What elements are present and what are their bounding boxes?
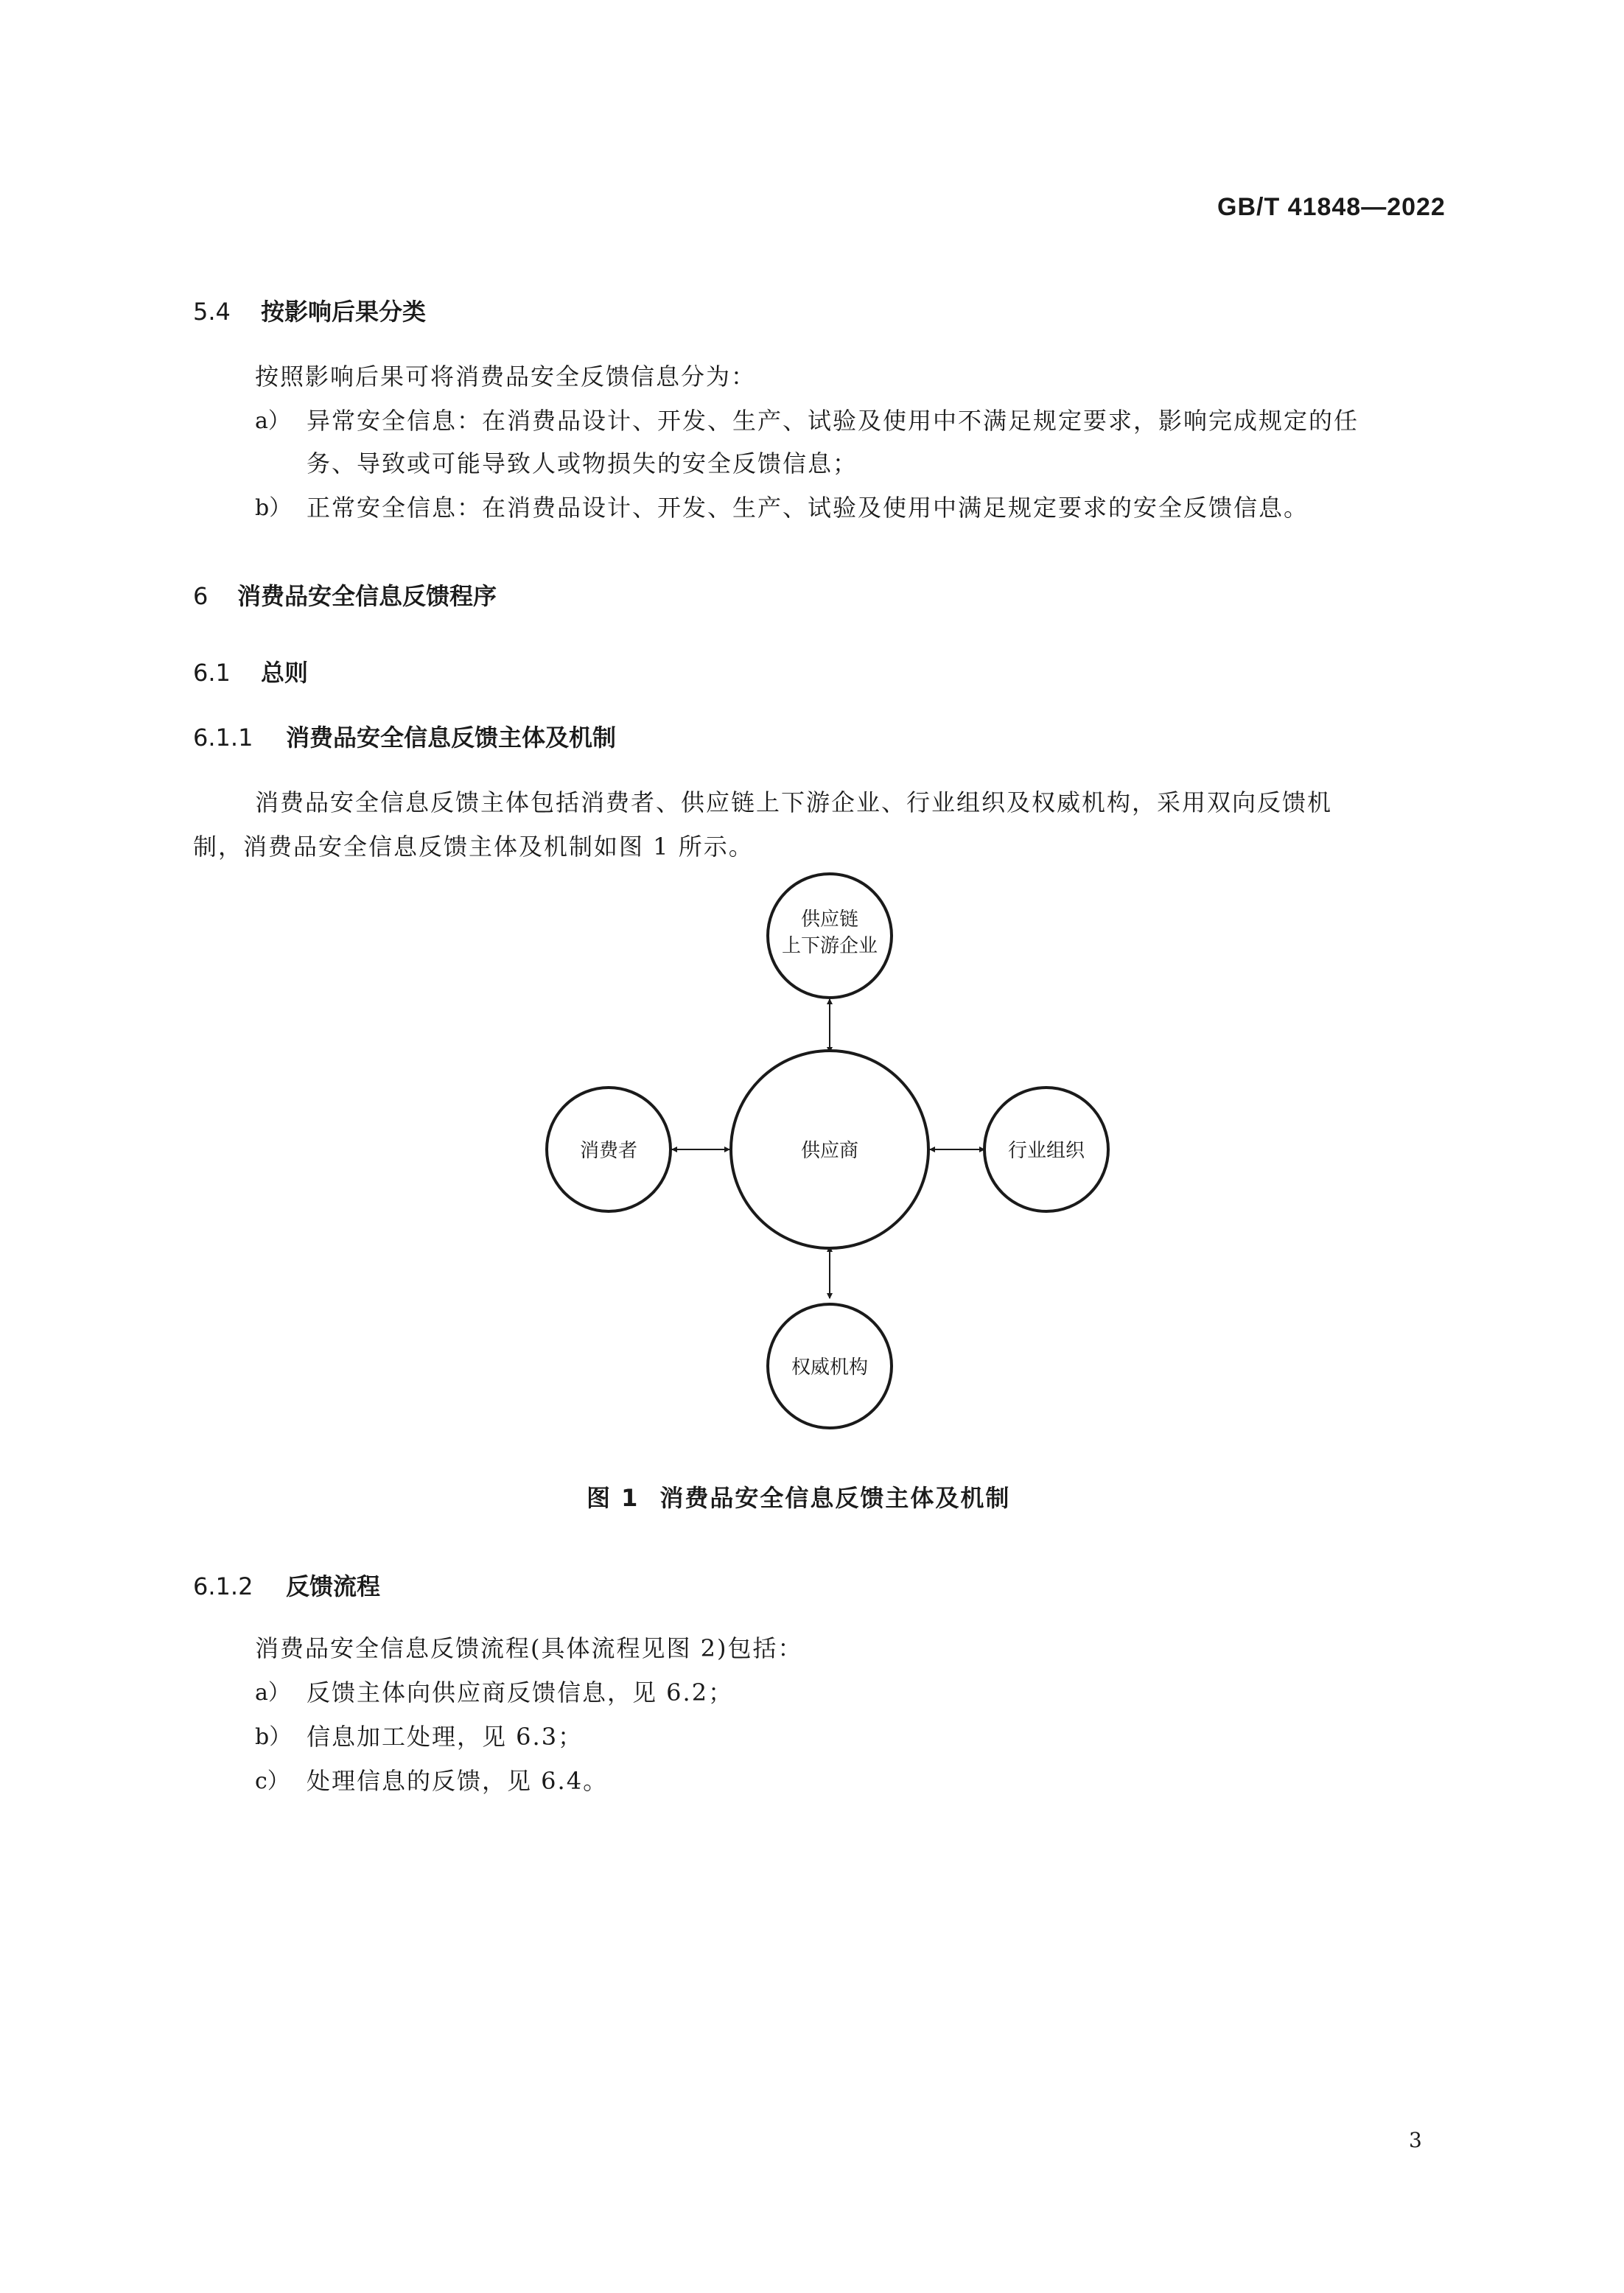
- section-number: 6.1.1: [193, 724, 253, 752]
- section-title: 按影响后果分类: [261, 298, 427, 326]
- section-title: 反馈流程: [286, 1572, 381, 1600]
- figure-title: 消费品安全信息反馈主体及机制: [659, 1484, 1011, 1512]
- node-label-bottom: 权威机构: [791, 1356, 869, 1379]
- figure-number: 图 1: [587, 1484, 640, 1512]
- section-number: 6: [193, 582, 209, 610]
- list-item-text: 正常安全信息：在消费品设计、开发、生产、试验及使用中满足规定要求的安全反馈信息。: [307, 494, 1309, 522]
- list-item-label: c）: [255, 1768, 290, 1794]
- section-title: 消费品安全信息反馈程序: [237, 582, 497, 610]
- section-number: 6.1.2: [193, 1572, 253, 1600]
- paragraph-line: 消费品安全信息反馈主体包括消费者、供应链上下游企业、行业组织及权威机构，采用双向反馈机: [255, 788, 1333, 816]
- list-item-label: b）: [255, 1724, 292, 1750]
- list-item-text: 信息加工处理，见 6.3；: [307, 1723, 584, 1751]
- list-item-text: 处理信息的反馈，见 6.4。: [307, 1767, 609, 1795]
- figure-caption: [587, 1480, 1010, 1513]
- page-number: 3: [1409, 2128, 1422, 2152]
- standard-code: GB/T 41848—2022: [1217, 193, 1446, 221]
- section-number: 5.4: [193, 298, 231, 326]
- node-label-left: 消费者: [579, 1140, 638, 1162]
- node-label-top-line2: 上下游企业: [781, 935, 878, 957]
- list-item-label: a）: [255, 408, 290, 434]
- section-title: 消费品安全信息反馈主体及机制: [286, 724, 617, 752]
- node-label-right: 行业组织: [1007, 1140, 1085, 1162]
- node-label-center: 供应商: [800, 1140, 859, 1162]
- list-item-text: 反馈主体向供应商反馈信息，见 6.2；: [307, 1678, 734, 1706]
- section-number: 6.1: [193, 659, 231, 687]
- list-item-text-continued: 务、导致或可能导致人或物损失的安全反馈信息；: [307, 449, 858, 477]
- paragraph-line-continued: 制，消费品安全信息反馈主体及机制如图 1 所示。: [193, 833, 754, 861]
- list-item-text: 异常安全信息：在消费品设计、开发、生产、试验及使用中不满足规定要求，影响完成规定的任: [307, 407, 1359, 435]
- node-label-top-line1: 供应链: [800, 909, 859, 931]
- section-title: 总则: [261, 659, 309, 687]
- list-item-label: b）: [255, 495, 292, 521]
- section-heading-6-1-2: [193, 1568, 380, 1602]
- list-item-label: a）: [255, 1680, 290, 1706]
- section-intro: 按照影响后果可将消费品安全反馈信息分为：: [255, 363, 757, 391]
- section-intro: 消费品安全信息反馈流程(具体流程见图 2)包括：: [255, 1634, 803, 1662]
